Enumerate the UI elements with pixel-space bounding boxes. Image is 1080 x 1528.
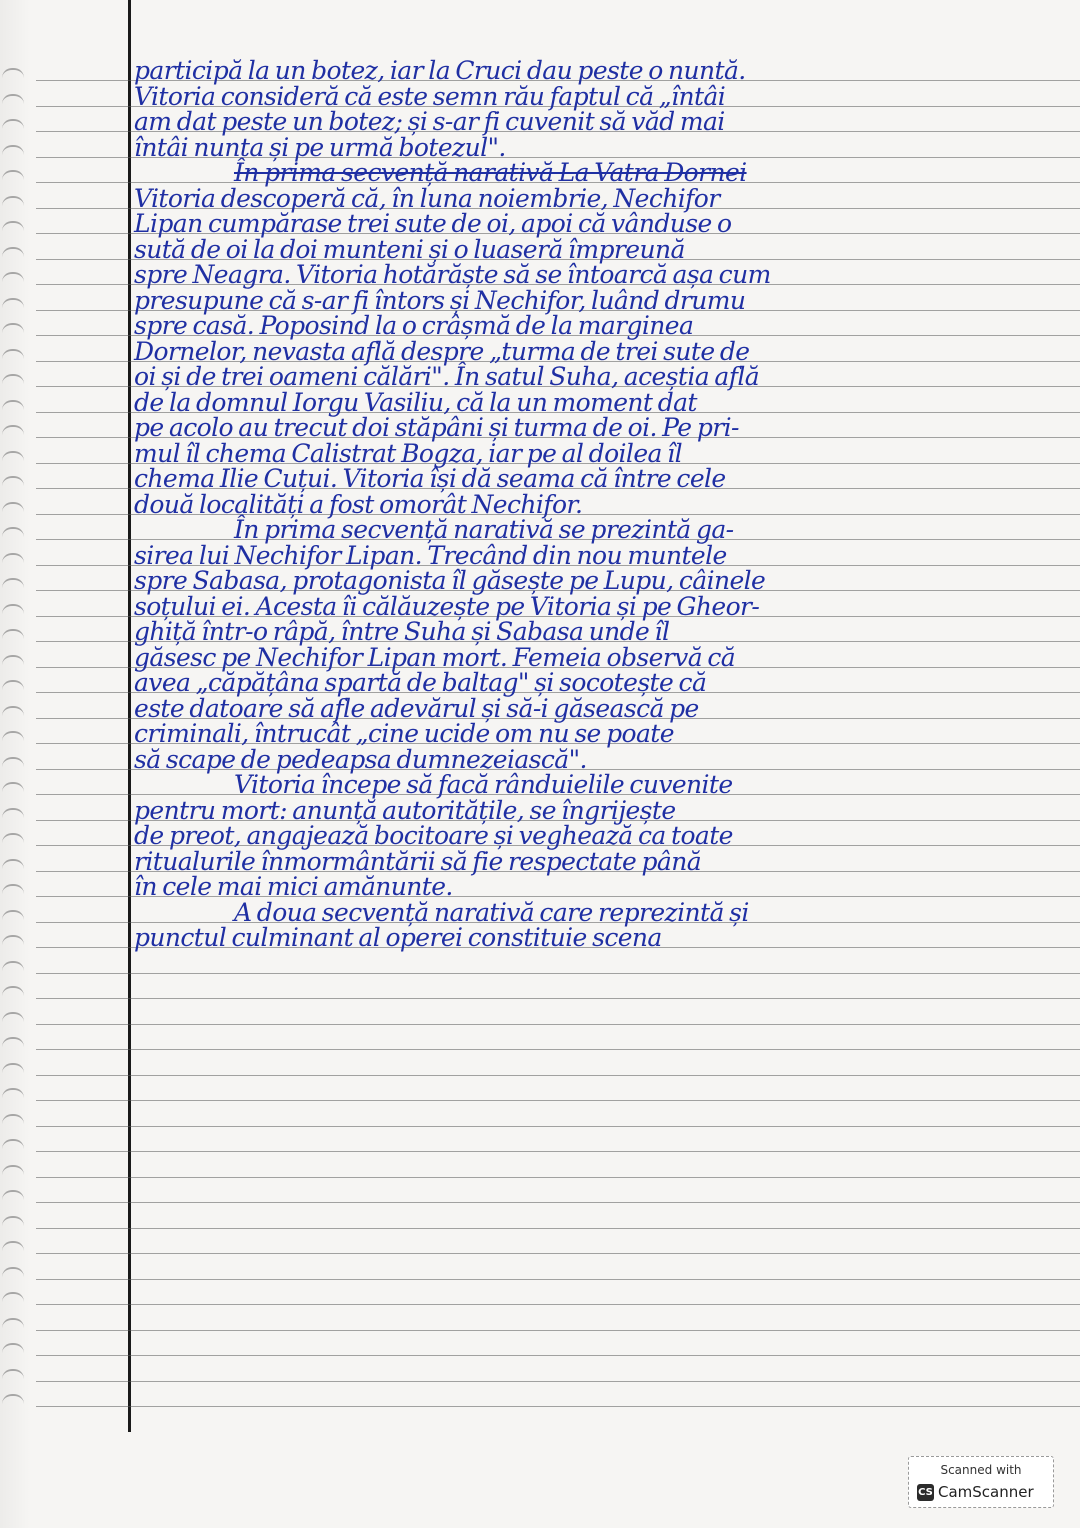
ruled-line: [36, 1126, 1080, 1127]
text-line: am dat peste un botez; și s-ar fi cuvenit să văd mai: [134, 107, 725, 136]
text-line: sută de oi la doi munteni și o luaseră împreună: [134, 234, 685, 264]
text-line: Vitoria consideră că este semn rău faptul că „întâi: [134, 81, 726, 111]
ruled-line: [36, 1406, 1080, 1407]
spiral-ring: [2, 1012, 24, 1022]
spiral-ring: [2, 425, 24, 435]
text-line: criminali, întrucât „cine ucide om nu se poate: [134, 719, 674, 748]
spiral-ring: [2, 757, 24, 767]
spiral-ring: [2, 706, 24, 716]
text-line: găsesc pe Nechifor Lipan mort. Femeia observă că: [134, 642, 736, 672]
spiral-ring: [2, 1139, 24, 1149]
text-line: două localități a fost omorât Nechifor.: [134, 489, 583, 519]
spiral-ring: [2, 451, 24, 461]
spiral-ring: [2, 680, 24, 690]
spiral-ring: [2, 731, 24, 741]
text-line: Dornelor, nevasta află despre „turma de trei sute de: [134, 336, 750, 366]
spiral-ring: [2, 119, 24, 129]
spiral-ring: [2, 553, 24, 563]
spiral-ring: [2, 196, 24, 206]
ruled-line: [36, 1177, 1080, 1178]
spiral-ring: [2, 935, 24, 945]
text-line: ghiță într-o râpă, între Suha și Sabasa unde îl: [134, 617, 670, 646]
ruled-line: [36, 973, 1080, 974]
text-line: să scape de pedeapsa dumnezeiască".: [134, 744, 587, 774]
spiral-ring: [2, 502, 24, 512]
camscanner-logo-icon: CS: [917, 1484, 934, 1501]
text-line: sirea lui Nechifor Lipan. Trecând din nou muntele: [134, 540, 727, 570]
spiral-ring: [2, 986, 24, 996]
text-line: Vitoria începe să facă rânduielile cuvenite: [234, 770, 733, 799]
handwritten-text: [134, 58, 1044, 951]
spiral-ring: [2, 1190, 24, 1200]
spiral-ring: [2, 247, 24, 257]
spiral-ring: [2, 374, 24, 384]
ruled-line: [36, 1381, 1080, 1382]
text-line: pe acolo au trecut doi stăpâni și turma de oi. Pe pri-: [134, 413, 739, 442]
text-line: întâi nunta și pe urmă botezul".: [134, 132, 506, 162]
text-line: pentru mort: anunță autoritățile, se îngrijește: [134, 795, 676, 825]
ruled-line: [36, 1202, 1080, 1203]
ruled-line: [36, 1355, 1080, 1356]
spiral-ring: [2, 221, 24, 231]
spiral-ring: [2, 298, 24, 308]
spiral-ring: [2, 476, 24, 486]
text-line: ritualurile înmormântării să fie respectate până: [134, 846, 702, 876]
spiral-ring: [2, 1318, 24, 1328]
text-line: presupune că s-ar fi întors și Nechifor, luând drumu: [134, 285, 746, 315]
watermark-brand-row: [917, 1483, 1034, 1501]
ruled-line: [36, 1151, 1080, 1152]
spiral-ring: [2, 782, 24, 792]
ruled-line: [36, 1279, 1080, 1280]
spiral-ring: [2, 1343, 24, 1353]
text-line: participă la un botez, iar la Cruci dau peste o nuntă.: [134, 56, 746, 85]
spiral-ring: [2, 1394, 24, 1404]
text-line: spre Neagra. Vitoria hotărăște să se întoarcă așa cum: [134, 260, 771, 289]
text-line: este datoare să afle adevărul și să-i găsească pe: [134, 693, 699, 723]
ruled-line: [36, 998, 1080, 999]
text-line: punctul culminant al operei constituie scena: [134, 923, 662, 952]
spiral-ring: [2, 1267, 24, 1277]
spiral-ring: [2, 68, 24, 78]
spiral-ring: [2, 808, 24, 818]
text-line: de preot, angajează bocitoare și veghează ca toate: [134, 821, 733, 850]
spiral-ring: [2, 859, 24, 869]
spiral-ring: [2, 1216, 24, 1226]
spiral-ring: [2, 145, 24, 155]
watermark-caption: Scanned with: [940, 1463, 1022, 1477]
text-line: spre Sabasa, protagonista îl găsește pe Lupu, câinele: [134, 566, 766, 595]
text-line: În prima secvență narativă se prezintă ga-: [234, 515, 734, 544]
spiral-ring: [2, 94, 24, 104]
text-line: în cele mai mici amănunte.: [134, 872, 453, 901]
spiral-ring: [2, 578, 24, 588]
watermark-brand: CamScanner: [938, 1483, 1034, 1501]
text-line: Vitoria descoperă că, în luna noiembrie, Nechifor: [134, 183, 720, 213]
text-line: spre casă. Poposind la o crâșmă de la marginea: [134, 311, 694, 340]
spiral-ring: [2, 1063, 24, 1073]
spiral-ring: [2, 1088, 24, 1098]
ruled-line: [36, 1253, 1080, 1254]
text-line: În prima secvență narativă La Vatra Dornei: [234, 158, 747, 187]
spiral-ring: [2, 1165, 24, 1175]
ruled-line: [36, 1330, 1080, 1331]
spiral-ring: [2, 1369, 24, 1379]
spiral-ring: [2, 527, 24, 537]
spiral-ring: [2, 1241, 24, 1251]
spiral-ring: [2, 170, 24, 180]
text-line: mul îl chema Calistrat Bogza, iar pe al doilea îl: [134, 438, 682, 468]
text-line: A doua secvență narativă care reprezintă și: [234, 897, 749, 927]
spiral-ring: [2, 833, 24, 843]
margin-line: [128, 0, 131, 1432]
spiral-ring: [2, 629, 24, 639]
ruled-line: [36, 1024, 1080, 1025]
spiral-ring: [2, 961, 24, 971]
spiral-ring: [2, 1037, 24, 1047]
spiral-ring: [2, 1292, 24, 1302]
spiral-ring: [2, 323, 24, 333]
spiral-ring: [2, 884, 24, 894]
text-line: soțului ei. Acesta îi călăuzește pe Vitoria și pe Gheor-: [134, 591, 760, 621]
text-line: Lipan cumpărase trei sute de oi, apoi că vânduse o: [134, 209, 732, 238]
text-line: de la domnul Iorgu Vasiliu, că la un moment dat: [134, 387, 697, 417]
spiral-ring: [2, 272, 24, 282]
text-line: avea „căpățâna spartă de baltag" și socotește că: [134, 668, 707, 697]
ruled-line: [36, 1304, 1080, 1305]
ruled-line: [36, 1075, 1080, 1076]
spiral-ring: [2, 1114, 24, 1124]
camscanner-watermark: [908, 1456, 1054, 1508]
spiral-ring: [2, 604, 24, 614]
ruled-line: [36, 1100, 1080, 1101]
text-line: chema Ilie Cuțui. Vitoria își dă seama că între cele: [134, 464, 726, 493]
spiral-ring: [2, 910, 24, 920]
ruled-line: [36, 1228, 1080, 1229]
spiral-ring: [2, 400, 24, 410]
spiral-ring: [2, 349, 24, 359]
spiral-ring: [2, 655, 24, 665]
text-line: oi și de trei oameni călări". În satul Suha, aceștia află: [134, 362, 760, 391]
ruled-line: [36, 1049, 1080, 1050]
